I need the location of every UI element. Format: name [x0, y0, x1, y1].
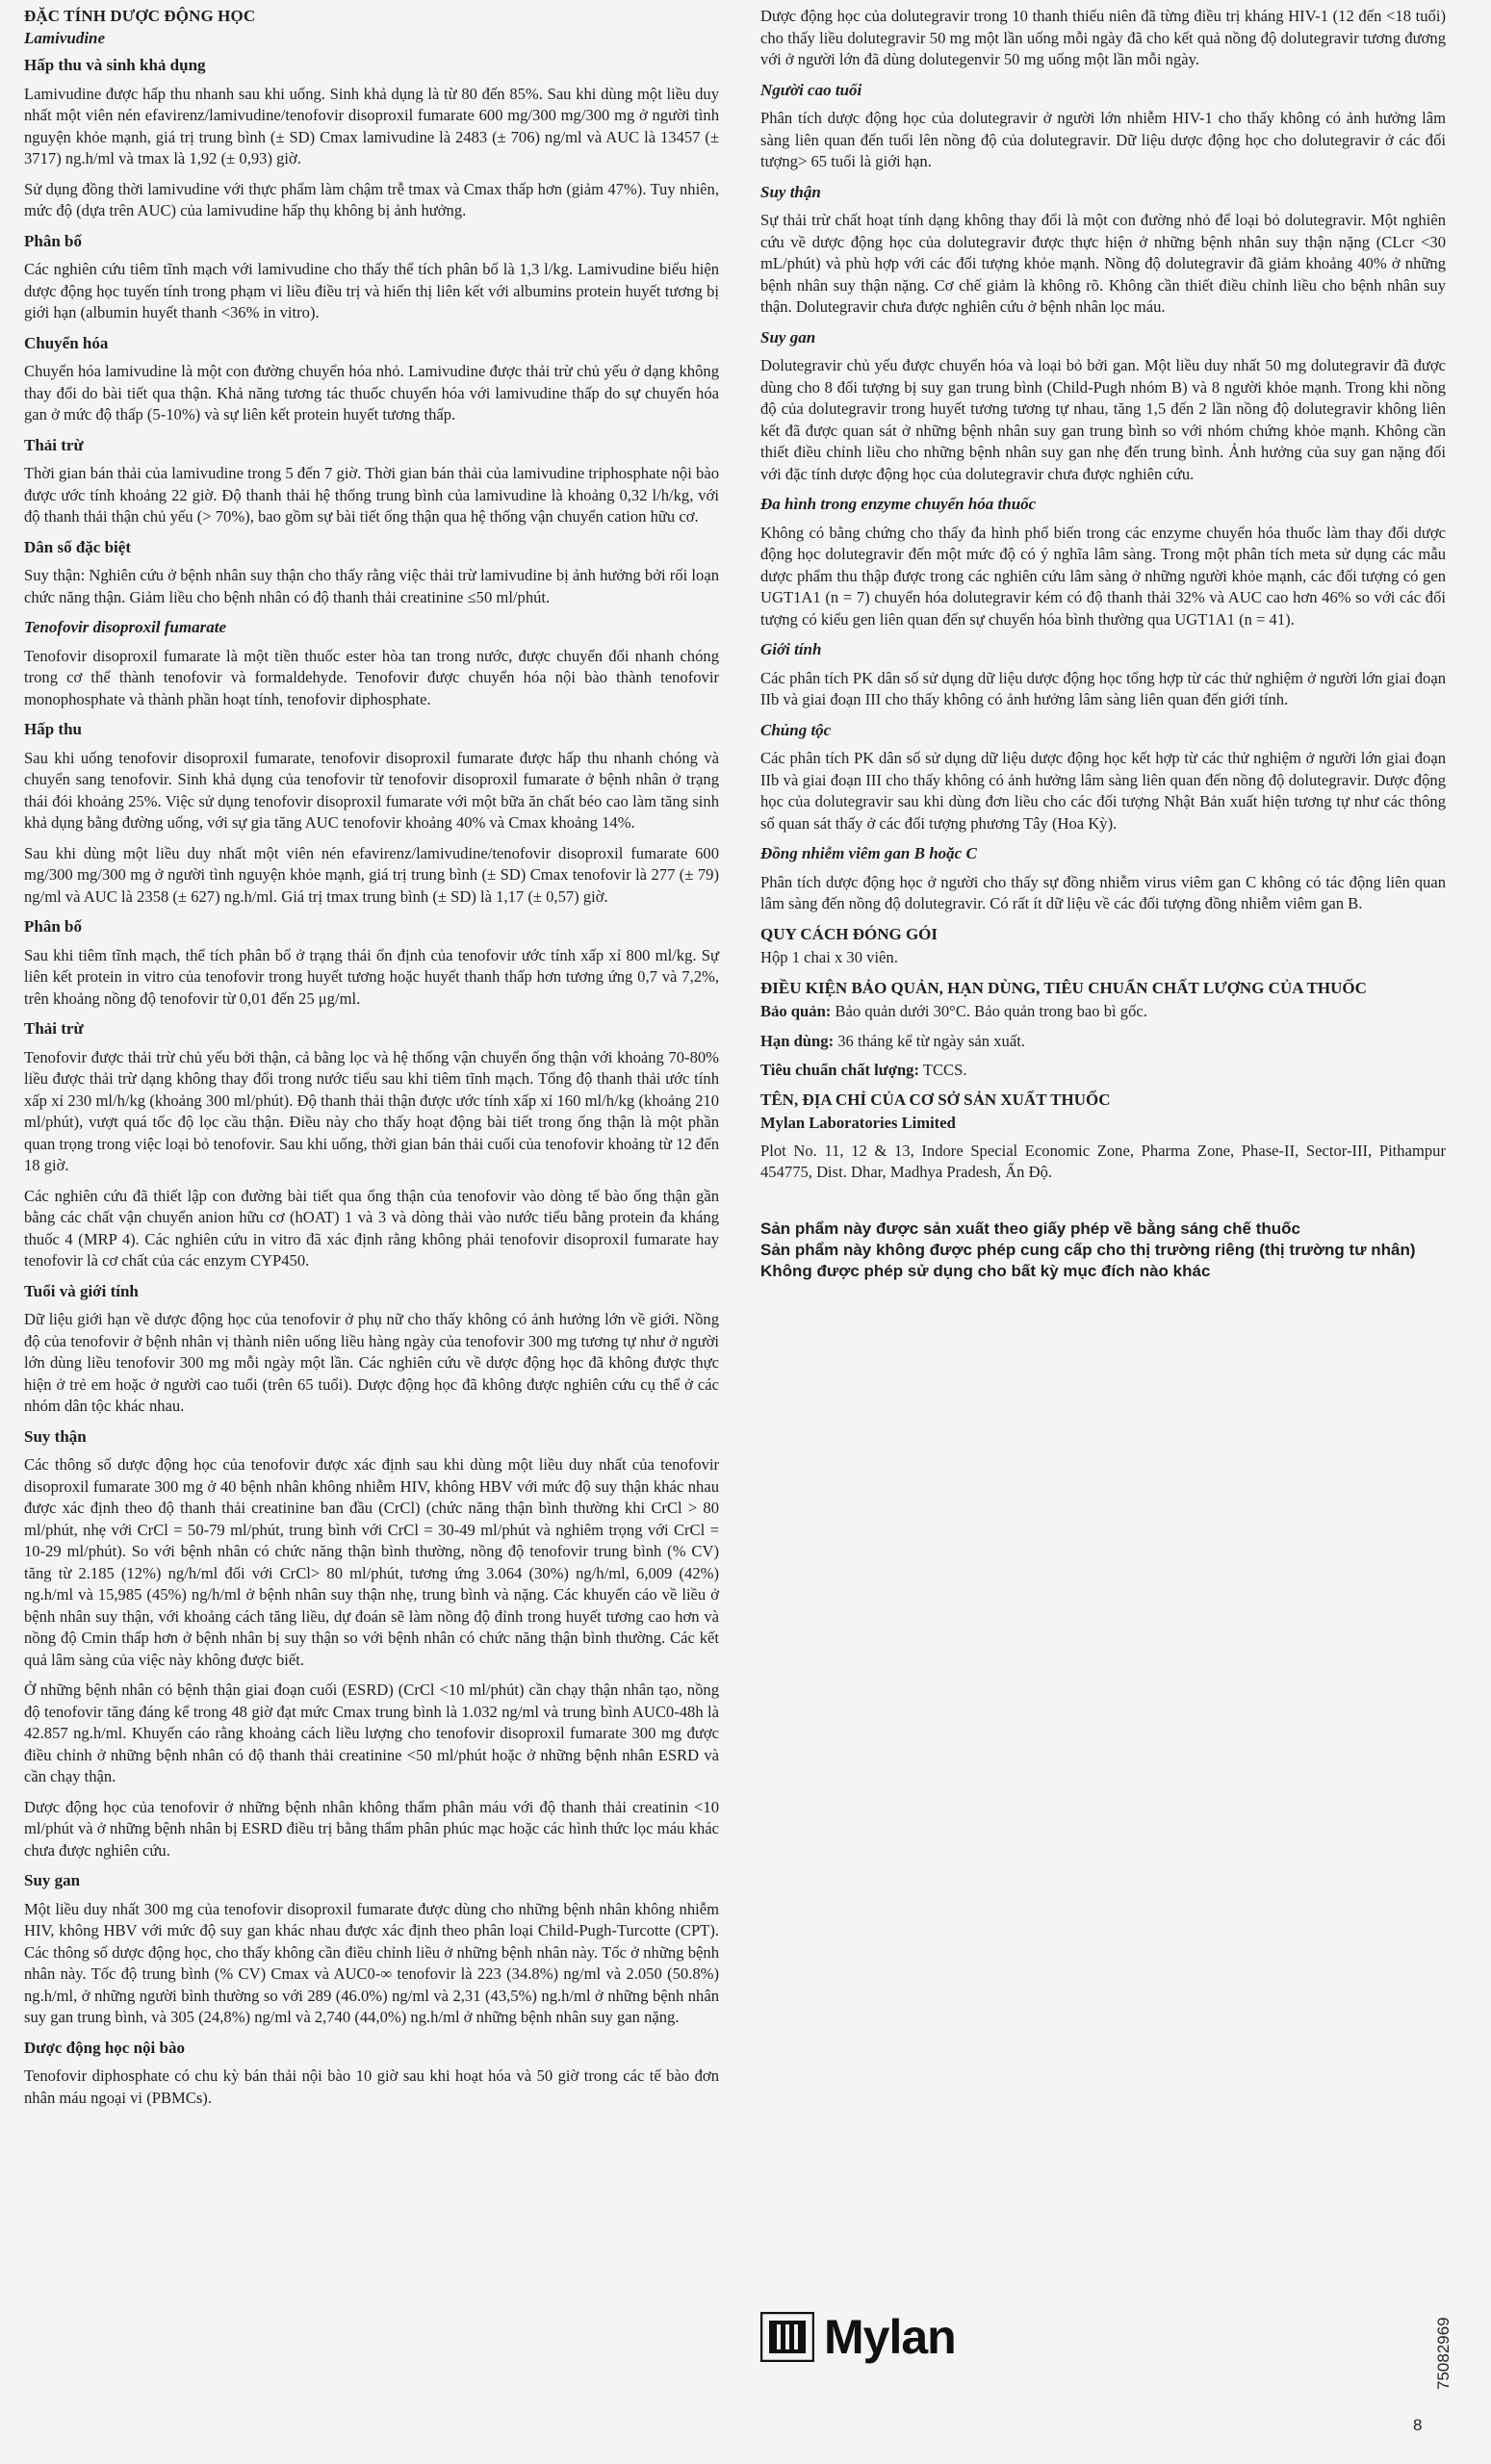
tdf-intracellular-heading: Dược động học nội bào [24, 2038, 185, 2057]
tdf-renal-paragraph-3: Dược động học của tenofovir ở những bệnh nhân không thẩm phân máu với độ thanh thải creatinin <10 ml/phút và ở những bệnh nhân bị ESRD điều trị bằng thẩm phân phúc mạc hoặc các hình thức lọc máu khác chưa được nghiên cứu. [24, 1797, 719, 1860]
hepatic-paragraph: Dolutegravir chủ yếu được chuyển hóa và loại bỏ bởi gan. Một liều duy nhất 50 mg dolutegravir đã được dùng cho 8 đối tượng bị suy gan trung bình (Child-Pugh nhóm B) và 8 người khỏe mạnh. Trong khi nồng độ của dolutegravir trong huyết tương tương tự nhau, tăng 1,5 đến 2 lần nồng độ dolutegravir không liên kết đã được quan sát ở những bệnh nhân suy gan trung bình so với nhóm chứng khỏe mạnh. Không cần thiết điều chỉnh liều cho những bệnh nhân suy gan nhẹ đến trung bình. Ảnh hưởng của suy gan nặng đối với đặc tính dược động học của dolutegravir chưa được nghiên cứu. [760, 356, 1446, 483]
elderly-paragraph: Phân tích dược động học của dolutegravir ở người lớn nhiễm HIV-1 cho thấy không có ảnh hưởng lâm sàng liên quan đến tuổi lên nồng độ của dolutegravir. Dữ liệu dược động học cho dolutegravir ở các đối tượng> 65 tuổi là giới hạn. [760, 109, 1446, 170]
lam-metabolism-paragraph: Chuyển hóa lamivudine là một con đường chuyển hóa nhỏ. Lamivudine được thải trừ chủ yếu ở dạng không thay đổi do bài tiết qua thận. Khả năng tương tác thuốc chuyển hóa với lamivudine thấp do sự chuyển hóa gan ở mức độ thấp (5-10%) và sự liên kết protein huyết tương thấp. [24, 362, 719, 424]
race-heading: Chủng tộc [760, 720, 832, 739]
private-market-notice: Sản phẩm này không được phép cung cấp cho thị trường riêng (thị trường tư nhân) [760, 1240, 1416, 1259]
lam-absorption-paragraph-1: Lamivudine được hấp thu nhanh sau khi uống. Sinh khả dụng là từ 80 đến 85%. Sau khi dùng một liều duy nhất một viên nén efavirenz/lamivudine/tenofovir disoproxil fumarate 600 mg/300 mg/300 mg ở người tình nguyện khỏe mạnh, giá trị trung bình (± SD) Cmax lamivudine là 2483 (± 706) ng/ml và AUC là 13457 (± 3717) ng.h/ml và tmax là 1,92 (± 0,93) giờ. [24, 84, 719, 167]
tdf-renal-paragraph-1: Các thông số dược động học của tenofovir được xác định sau khi dùng một liều duy nhất của tenofovir disoproxil fumarate 300 mg ở 40 bệnh nhân không nhiễm HIV, không HBV với mức độ suy thận khác nhau được xác định theo độ thanh thải creatinine ban đầu (CrCl) (chức năng thận bình thường khi CrCl > 80 ml/phút, nhẹ với CrCl = 50-79 ml/phút, trung bình với CrCl = 30-49 ml/phút và nghiêm trọng với CrCl = 10-29 ml/phút). So với bệnh nhân có chức năng thận bình thường, nồng độ tenofovir trung bình (% CV) tăng từ 2.185 (12%) ng/h/ml đối với CrCl> 80 ml/phút, tương ứng 3.064 (30%) ng/h/ml, 6,009 (42%) ng.h/ml và 15,985 (45%) ng/h/ml ở bệnh nhân suy thận nhẹ, trung bình và nặng. Các khuyến cáo về liều ở bệnh nhân suy thận, với khoảng cách tăng liều, dự đoán sẽ làm nồng độ đỉnh trong huyết tương cao hơn và nồng độ Cmin thấp hơn ở bệnh nhân bị suy thận so với bệnh nhân có chức năng thận bình thường. Các kết quả lâm sàng của việc này không được biết. [24, 1455, 719, 1669]
lam-absorption-paragraph-2: Sử dụng đồng thời lamivudine với thực phẩm làm chậm trễ tmax và Cmax thấp hơn (giảm 47%). Tuy nhiên, mức độ (dựa trên AUC) của lamivudine hấp thụ không bị ảnh hưởng. [24, 179, 719, 219]
lam-metabolism-heading: Chuyển hóa [24, 333, 109, 352]
lam-special-heading: Dân số đặc biệt [24, 537, 131, 556]
tdf-renal-heading: Suy thận [24, 1426, 87, 1446]
storage-label: Bảo quản: [760, 1002, 832, 1020]
tdf-hepatic-heading: Suy gan [24, 1871, 81, 1889]
page-number: 8 [1413, 2416, 1423, 2434]
tdf-intracellular-paragraph: Tenofovir diphosphate có chu kỳ bán thải nội bào 10 giờ sau khi hoạt hóa và 50 giờ trong các tế bào đơn nhân máu ngoại vi (PBMCs). [24, 2066, 719, 2107]
renal-paragraph: Sự thải trừ chất hoạt tính dạng không thay đổi là một con đường nhỏ để loại bỏ dolutegravir. Một nghiên cứu về dược động học của dolutegravir được thực hiện ở những bệnh nhân suy thận nặng (CLcr <30 mL/phút) và phù hợp với các đối tượng khỏe mạnh. Nồng độ dolutegravir đã giảm khoảng 40% ở những bệnh nhân suy thận nặng. Cơ chế giảm là không rõ. Không cần thiết điều chỉnh liều cho bệnh nhân suy thận. Dolutegravir chưa được nghiên cứu ở bệnh nhân lọc máu. [760, 211, 1446, 316]
expiry-value: 36 tháng kể từ ngày sản xuất. [834, 1031, 1025, 1050]
patent-notice: Sản phẩm này được sản xuất theo giấy phép về bằng sáng chế thuốc [760, 1219, 1300, 1238]
gender-heading: Giới tính [760, 640, 822, 658]
standard-line [760, 1060, 1446, 1082]
tdf-elimination-paragraph-1: Tenofovir được thải trừ chủ yếu bởi thận, cả bằng lọc và hệ thống vận chuyển ống thận với khoảng 70-80% liều được thải trừ dạng không thay đổi trong nước tiểu sau khi tiêm tĩnh mạch. Tổng độ thanh thải ước tính xấp xỉ 230 ml/h/kg (khoảng 300 ml/phút). Độ thanh thải thận được ước tính xấp xỉ 160 ml/h/kg (khoảng 210 ml/phút), vượt quá tốc độ lọc cầu thận. Điều này cho thấy hoạt động bài tiết trong ống thận là một phần quan trọng trong việc loại bỏ tenofovir. Sau khi uống, thời gian bán thải cuối của tenofovir khoảng từ 12 đến 18 giờ. [24, 1047, 719, 1174]
hepatitis-heading: Đồng nhiễm viêm gan B hoặc C [760, 844, 977, 862]
lam-elimination-heading: Thải trừ [24, 435, 84, 454]
lamivudine-heading: Lamivudine [24, 28, 106, 47]
manufacturer-address: Plot No. 11, 12 & 13, Indore Special Economic Zone, Pharma Zone, Phase-II, Sector-III, Pithampur 454775, Dist. Dhar, Madhya Pradesh, Ấn Độ. [760, 1141, 1446, 1181]
mylan-logo-text: Mylan [824, 2310, 956, 2364]
hepatic-heading: Suy gan [760, 327, 816, 346]
tdf-renal-paragraph-2: Ở những bệnh nhân có bệnh thận giai đoạn cuối (ESRD) (CrCl <10 ml/phút) cần chạy thận nhân tạo, nồng độ tenofovir tăng đáng kể trong 48 giờ đạt mức Cmax trung bình là 1.032 ng/ml và trung bình AUC0-48h là 42.857 ng.h/ml. Khuyến cáo rằng khoảng cách liều lượng cho tenofovir disoproxil fumarate 300 mg được điều chỉnh ở những bệnh nhân có độ thanh thải creatinine <50 ml/phút hoặc ở những bệnh nhân ESRD và cần chạy thận. [24, 1681, 719, 1785]
renal-heading: Suy thận [760, 182, 821, 201]
hepatitis-paragraph: Phân tích dược động học ở người cho thấy sự đồng nhiễm virus viêm gan C không có tác động liên quan lâm sàng đến nồng độ dolutegravir. Có rất ít dữ liệu về các đối tượng đồng nhiễm viêm gan B. [760, 872, 1446, 912]
tdf-heading: Tenofovir disoproxil fumarate [24, 618, 226, 636]
polymorphism-heading: Đa hình trong enzyme chuyển hóa thuốc [760, 495, 1037, 513]
elderly-heading: Người cao tuổi [760, 80, 862, 99]
storage-line [760, 1001, 1446, 1023]
tdf-elimination-paragraph-2: Các nghiên cứu đã thiết lập con đường bài tiết qua ống thận của tenofovir vào dòng tế bào ống thận gần bằng các chất vận chuyển anion hữu cơ (hOAT) 1 và 3 và dòng thải vào nước tiểu bằng protein đa kháng thuốc 4 (MRP 4). Các nghiên cứu in vitro đã xác định rằng không phải tenofovir disoproxil fumarate hay tenofovir là cơ chất của các enzym CYP450. [24, 1186, 719, 1270]
gender-paragraph: Các phân tích PK dân số sử dụng dữ liệu dược động học tổng hợp từ các thử nghiệm ở người lớn giai đoạn IIb và giai đoạn III cho thấy không có ảnh hưởng lâm sàng liên quan đến giới tính. [760, 668, 1446, 708]
tdf-distribution-paragraph: Sau khi tiêm tĩnh mạch, thể tích phân bố ở trạng thái ổn định của tenofovir ước tính xấp xỉ 800 ml/kg. Sự liên kết protein in vitro của tenofovir trong huyết tương hoặc huyết thanh thấp hơn tương ứng 0,7 và 7,2%, trên khoảng nồng độ tenofovir từ 0,01 đến 25 μg/ml. [24, 945, 719, 1008]
tdf-absorption-heading: Hấp thu [24, 720, 82, 738]
mylan-logo [760, 2308, 956, 2366]
storage-value: Bảo quản dưới 30°C. Bảo quản trong bao bì gốc. [831, 1002, 1147, 1020]
packing-heading: QUY CÁCH ĐÓNG GÓI [760, 924, 938, 943]
lam-absorption-heading: Hấp thu và sinh khả dụng [24, 56, 206, 74]
section-title: ĐẶC TÍNH DƯỢC ĐỘNG HỌC [24, 7, 256, 25]
expiry-label: Hạn dùng: [760, 1031, 835, 1050]
tdf-age-paragraph: Dữ liệu giới hạn về dược động học của tenofovir ở phụ nữ cho thấy không có ảnh hưởng lớn về giới. Nồng độ của tenofovir ở bệnh nhân vị thành niên uống liều hàng ngày của tenofovir 300 mg tương tự như ở người lớn dùng liều tenofovir 300 mg mỗi ngày một lần. Các nghiên cứu về dược động học đã không được thực hiện ở trẻ em hoặc ở người cao tuổi (trên 65 tuổi). Dược động học đã không được nghiên cứu cụ thể ở các nhóm dân tộc khác nhau. [24, 1310, 719, 1415]
tdf-absorption-paragraph-2: Sau khi dùng một liều duy nhất một viên nén efavirenz/lamivudine/tenofovir disoproxil fumarate 600 mg/300 mg/300 mg ở người tình nguyện khỏe mạnh, giá trị trung bình (± SD) Cmax tenofovir là 277 (± 79) ng/ml và AUC là 2358 (± 627) ng.h/ml. Giá trị tmax trung bình (± SD) là 1,17 (± 0,57) giờ. [24, 843, 719, 906]
tdf-hepatic-paragraph: Một liều duy nhất 300 mg của tenofovir disoproxil fumarate được dùng cho những bệnh nhân không nhiễm HIV, không HBV với mức độ suy gan khác nhau được xác định theo phân loại Child-Pugh-Turcotte (CPT). Các thông số dược động học, cho thấy không cần điều chỉnh liều ở những bệnh nhân này. Tốc ở những bệnh nhân này. Tốc độ trung bình (% CV) Cmax và AUC0-∞ tenofovir là 223 (34.8%) ng/ml và 2.050 (50.8%) ng.h/ml, ở những người bình thường so với 289 (46.0%) ng/ml và 2,31 (43,5%) ng.h/ml ở những bệnh nhân suy gan trung bình, và 305 (24,8%) ng/ml và 2,740 (44,0%) ng.h/ml ở những bệnh nhân suy gan nặng. [24, 1899, 719, 2026]
tdf-elimination-heading: Thải trừ [24, 1019, 84, 1038]
storage-heading: ĐIỀU KIỆN BẢO QUẢN, HẠN DÙNG, TIÊU CHUẨN CHẤT LƯỢNG CỦA THUỐC [760, 978, 1367, 997]
standard-label: Tiêu chuẩn chất lượng: [760, 1061, 919, 1079]
lam-distribution-heading: Phân bố [24, 231, 82, 250]
lam-distribution-paragraph: Các nghiên cứu tiêm tĩnh mạch với lamivudine cho thấy thể tích phân bố là 1,3 l/kg. Lamivudine biểu hiện dược động học tuyến tính trong phạm vi liều điều trị và hiển thị liên kết với albumins protein huyết tương bị giới hạn (albumin huyết thanh <36% in vitro). [24, 260, 719, 321]
lam-special-paragraph: Suy thận: Nghiên cứu ở bệnh nhân suy thận cho thấy rằng việc thải trừ lamivudine bị ảnh hưởng bởi rối loạn chức năng thận. Giảm liều cho bệnh nhân có độ thanh thải creatinine ≤50 ml/phút. [24, 566, 719, 606]
lam-elimination-paragraph: Thời gian bán thải của lamivudine trong 5 đến 7 giờ. Thời gian bán thải của lamivudine triphosphate nội bào được ước tính khoảng 22 giờ. Độ thanh thải hệ thống trung bình của lamivudine là khoảng 0,32 l/h/kg, với độ thanh thải thận chủ yếu (> 70%), bao gồm sự bài tiết ống thận qua hệ thống vận chuyển cation hữu cơ. [24, 464, 719, 526]
usage-notice: Không được phép sử dụng cho bất kỳ mục đích nào khác [760, 1261, 1211, 1280]
left-column [24, 6, 719, 2118]
dtg-pediatric-paragraph: Dược động học của dolutegravir trong 10 thanh thiếu niên đã từng điều trị kháng HIV-1 (12 đến <18 tuổi) cho thấy liều dolutegravir 50 mg một lần uống mỗi ngày đã cho kết quả nồng độ dolutegravir tương đương với ở người lớn đã dùng dolutegenvir 50 mg uống một lần mỗi ngày. [760, 7, 1446, 68]
tdf-intro-paragraph: Tenofovir disoproxil fumarate là một tiền thuốc ester hòa tan trong nước, được chuyển đổi nhanh chóng trong cơ thể thành tenofovir và formaldehyde. Tenofovir được chuyển hóa nội bào thành tenofovir monophosphate và thành phần hoạt tính, tenofovir diphosphate. [24, 646, 719, 708]
manufacturer-heading: TÊN, ĐỊA CHỈ CỦA CƠ SỞ SẢN XUẤT THUỐC [760, 1090, 1111, 1109]
tdf-age-heading: Tuổi và giới tính [24, 1281, 139, 1300]
expiry-line [760, 1031, 1446, 1053]
mylan-logo-mark-icon [760, 2312, 814, 2362]
standard-value: TCCS. [919, 1061, 967, 1079]
tdf-distribution-heading: Phân bố [24, 917, 82, 936]
manufacturer-name: Mylan Laboratories Limited [760, 1114, 956, 1132]
polymorphism-paragraph: Không có bằng chứng cho thấy đa hình phổ biến trong các enzyme chuyển hóa thuốc làm thay đổi dược động học dolutegravir đến một mức độ có ý nghĩa lâm sàng. Trong một phân tích meta sử dụng các mẫu dược phẩm thu thập được trong các nghiên cứu lâm sàng ở những người khỏe mạnh, các đối tượng có gen UGT1A1 (n = 7) chuyển hóa dolutegravir kém có độ thanh thải 32% và AUC cao hơn 46% so với các đối tượng có kiểu gen liên quan đến sự chuyển hóa bình thường qua UGT1A1 (n = 41). [760, 523, 1446, 629]
document-code: 75082969 [1434, 2317, 1452, 2390]
right-column [760, 6, 1446, 1282]
race-paragraph: Các phân tích PK dân số sử dụng dữ liệu dược động học kết hợp từ các thử nghiệm ở người lớn giai đoạn IIb và giai đoạn III cho thấy không có ảnh hưởng lâm sàng liên quan đến nồng độ dolutegravir. Dược động học của dolutegravir sau khi dùng đơn liều cho các đối tượng Nhật Bản xuất hiện tương tự như các thông số quan sát thấy ở các đối tượng phương Tây (Hoa Kỳ). [760, 749, 1446, 833]
tdf-absorption-paragraph-1: Sau khi uống tenofovir disoproxil fumarate, tenofovir disoproxil fumarate được hấp thu nhanh chóng và chuyển sang tenofovir. Sinh khả dụng của tenofovir từ tenofovir disoproxil fumarate ở bệnh nhân ở trạng thái đói khoảng 25%. Việc sử dụng tenofovir disoproxil fumarate với một bữa ăn chất béo cao làm tăng sinh khả dụng bằng đường uống, với sự gia tăng AUC tenofovir khoảng 40% và Cmax khoảng 14%. [24, 748, 719, 832]
notices [760, 1219, 1446, 1282]
packing-paragraph: Hộp 1 chai x 30 viên. [760, 948, 898, 966]
